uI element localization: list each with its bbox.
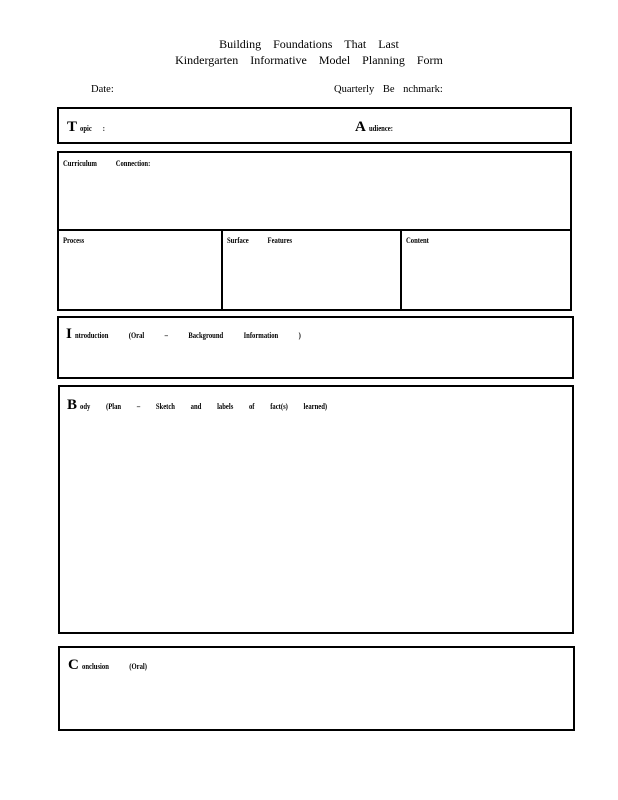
conclusion-label: onclusion (Oral) [81,661,147,671]
introduction-label: ntroduction (Oral – Background Information ) [74,330,301,340]
audience-label: udience: [368,123,393,133]
introduction-initial: I [66,326,72,342]
topic-field [67,118,112,136]
topic-audience-box[interactable] [57,107,572,144]
benchmark-label: Quarterly Be nchmark: [334,84,443,95]
conclusion-box[interactable] [58,646,575,731]
content-label: Content [406,235,429,245]
curriculum-section [57,151,572,311]
body-label: ody (Plan – Sketch and labels of fact(s) learned) [80,401,328,411]
conclusion-field [68,656,165,674]
audience-initial: A [355,119,366,135]
topic-initial: T [67,119,78,135]
surface-features-label: Surface Features [227,235,293,245]
process-cell[interactable] [59,231,223,309]
conclusion-initial: C [68,657,79,673]
content-cell[interactable] [402,231,570,309]
process-label: Process [63,235,85,245]
planning-columns [59,231,570,309]
date-label: Date: [91,84,114,95]
curriculum-connection-box[interactable] [59,153,570,231]
body-initial: B [67,397,78,413]
curriculum-connection-label: Curriculum Connection: [63,158,151,168]
body-field [67,396,397,414]
introduction-field [66,325,364,343]
body-box[interactable] [58,385,574,634]
audience-field [355,118,400,136]
surface-features-cell[interactable] [223,231,402,309]
introduction-box[interactable] [57,316,574,379]
form-title-line-1: Building Foundations That Last [219,37,399,51]
topic-label: opic : [80,123,106,133]
form-title-line-2: Kindergarten Informative Model Planning Form [175,53,443,67]
